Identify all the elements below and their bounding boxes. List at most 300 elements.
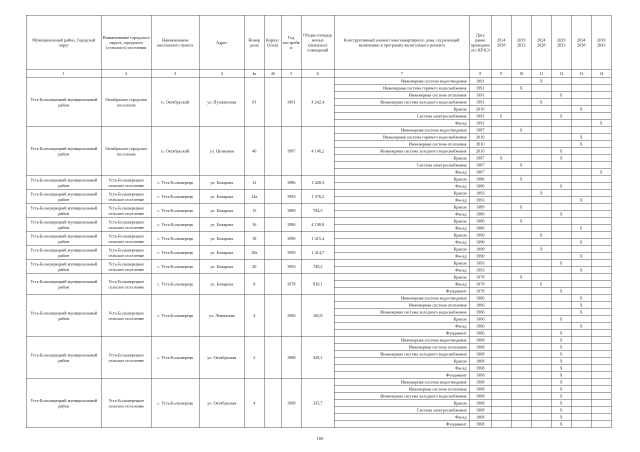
period-mark-cell <box>591 106 611 113</box>
element-cell: Крыша <box>334 400 469 407</box>
period-mark-cell <box>531 148 551 155</box>
address-cell: ул. Целинная <box>199 127 244 176</box>
element-cell: Инженерная система отопления <box>334 141 469 148</box>
element-cell: Фасад <box>334 267 469 274</box>
address-cell: ул. Пушкинская <box>199 78 244 127</box>
repair-date-cell: 1989 <box>469 204 491 211</box>
period-mark-cell <box>491 372 511 379</box>
period-mark-cell <box>511 113 531 120</box>
period-mark-cell <box>571 330 591 337</box>
period-mark-cell: X <box>511 162 531 169</box>
column-number: 4 <box>199 70 244 78</box>
period-mark-cell <box>531 330 551 337</box>
period-mark-cell <box>571 92 591 99</box>
repair-date-cell: 1968 <box>469 358 491 365</box>
period-mark-cell <box>591 183 611 190</box>
period-mark-cell <box>571 281 591 288</box>
period-mark-cell <box>571 120 591 127</box>
house-number-cell: 18а <box>244 246 264 260</box>
block-cell <box>264 176 281 190</box>
period-mark-cell <box>571 183 591 190</box>
period-mark-cell <box>531 414 551 421</box>
period-year-from: 2034 <box>577 37 586 43</box>
period-mark-cell <box>591 302 611 309</box>
period-mark-cell <box>571 407 591 414</box>
repair-date-cell: 1968 <box>469 365 491 372</box>
period-mark-cell <box>591 267 611 274</box>
period-mark-cell <box>531 176 551 183</box>
period-mark-cell <box>531 218 551 225</box>
period-mark-cell <box>531 239 551 246</box>
period-mark-cell <box>571 414 591 421</box>
period-year-from: 2019 <box>517 37 526 43</box>
period-mark-cell <box>591 99 611 106</box>
period-mark-cell <box>531 421 551 428</box>
house-number-cell: 12 <box>244 176 264 190</box>
element-cell: Крыша <box>334 176 469 183</box>
repair-date-cell: 1990 <box>469 232 491 239</box>
locality-cell: п. Октябрьский <box>151 78 199 127</box>
period-mark-cell <box>511 99 531 106</box>
house-number-cell: 01 <box>244 78 264 127</box>
period-mark-cell <box>591 204 611 211</box>
period-mark-cell <box>511 407 531 414</box>
period-mark-cell <box>571 372 591 379</box>
period-mark-cell <box>491 400 511 407</box>
element-cell: Система электроснабжения <box>334 113 469 120</box>
period-mark-cell <box>491 85 511 92</box>
period-mark-cell <box>571 358 591 365</box>
municipality-cell: Усть-Большерецкий муниципальный район <box>26 176 101 190</box>
repair-date-cell: 1968 <box>469 344 491 351</box>
period-mark-cell: X <box>551 337 571 344</box>
settlement-cell: Усть-Большерецкое сельское поселение <box>101 274 151 295</box>
period-mark-cell: X <box>571 239 591 246</box>
period-mark-cell <box>591 400 611 407</box>
period-mark-cell <box>511 386 531 393</box>
period-mark-cell <box>511 232 531 239</box>
repair-date-cell: 1968 <box>469 414 491 421</box>
period-mark-cell <box>491 309 511 316</box>
period-mark-cell <box>571 190 591 197</box>
element-cell: Фасад <box>334 253 469 260</box>
period-year-to: 2038 <box>577 42 586 48</box>
period-mark-cell <box>551 197 571 204</box>
column-header-4: Адрес <box>199 15 244 70</box>
address-cell: ул. Бочарова <box>199 260 244 274</box>
area-cell: 839,1 <box>301 274 334 295</box>
municipality-cell: Усть-Большерецкий муниципальный район <box>26 218 101 232</box>
period-year-from: 2029 <box>557 37 566 43</box>
repair-date-cell: 1968 <box>469 351 491 358</box>
period-mark-cell <box>511 253 531 260</box>
period-mark-cell <box>511 309 531 316</box>
settlement-cell: Усть-Большерецкое сельское поселение <box>101 246 151 260</box>
house-number-cell: 15 <box>244 204 264 218</box>
table-row <box>26 176 611 183</box>
area-cell: 784,5 <box>301 204 334 218</box>
period-mark-cell: X <box>571 309 591 316</box>
repair-date-cell: 1991 <box>469 92 491 99</box>
period-mark-cell <box>591 323 611 330</box>
block-cell <box>264 337 281 379</box>
period-mark-cell <box>591 113 611 120</box>
period-mark-cell <box>551 239 571 246</box>
column-number: 4б <box>264 70 281 78</box>
build-year-cell: 1986 <box>281 218 301 232</box>
area-cell: 4 242,4 <box>301 78 334 127</box>
area-cell: 4 198,8 <box>301 218 334 232</box>
column-number: 14 <box>591 70 611 78</box>
period-mark-cell <box>571 421 591 428</box>
period-mark-cell <box>591 176 611 183</box>
period-mark-cell: X <box>531 246 551 253</box>
repair-date-cell: 1991 <box>469 78 491 85</box>
period-mark-cell: X <box>551 260 571 267</box>
municipality-cell: Усть-Большерецкий муниципальный район <box>26 260 101 274</box>
period-mark-cell <box>511 148 531 155</box>
period-year-from: 2014 <box>497 37 506 43</box>
repair-date-cell: 1966 <box>469 302 491 309</box>
period-year-from: 2039 <box>597 37 606 43</box>
period-mark-cell <box>531 400 551 407</box>
period-mark-cell <box>491 218 511 225</box>
period-mark-cell <box>571 400 591 407</box>
element-cell: Фасад <box>334 197 469 204</box>
period-mark-cell <box>591 239 611 246</box>
period-mark-cell: X <box>591 120 611 127</box>
period-mark-cell <box>531 407 551 414</box>
period-mark-cell <box>591 253 611 260</box>
period-mark-cell <box>551 176 571 183</box>
block-cell <box>264 379 281 428</box>
locality-cell: п. Октябрьский <box>151 127 199 176</box>
period-mark-cell <box>491 281 511 288</box>
column-number: 7 <box>334 70 469 78</box>
element-cell: Инженерная система холодного водоснабжения <box>334 309 469 316</box>
repair-date-cell: 1993 <box>469 190 491 197</box>
repair-date-cell: 1978 <box>469 274 491 281</box>
period-mark-cell <box>591 351 611 358</box>
address-cell: ул. Октябрьская <box>199 379 244 428</box>
element-cell: Инженерная система водоотведения <box>334 78 469 85</box>
period-mark-cell <box>531 295 551 302</box>
period-mark-cell <box>551 232 571 239</box>
repair-date-cell: 1986 <box>469 183 491 190</box>
period-mark-cell <box>491 78 511 85</box>
period-mark-cell: X <box>551 379 571 386</box>
period-mark-cell <box>531 253 551 260</box>
period-mark-cell <box>551 225 571 232</box>
element-cell: Система электроснабжения <box>334 407 469 414</box>
repair-date-cell: 1990 <box>469 239 491 246</box>
period-year-from: 2024 <box>537 37 546 43</box>
period-mark-cell <box>531 309 551 316</box>
period-mark-cell: X <box>551 421 571 428</box>
element-cell: Фасад <box>334 365 469 372</box>
element-cell: Инженерная система водоотведения <box>334 295 469 302</box>
house-number-cell: 20 <box>244 260 264 274</box>
settlement-cell: Усть-Большерецкое сельское поселение <box>101 337 151 379</box>
build-year-cell: 1966 <box>281 295 301 337</box>
period-mark-cell <box>531 351 551 358</box>
period-mark-cell <box>571 169 591 176</box>
period-mark-cell <box>591 218 611 225</box>
period-mark-cell: X <box>551 414 571 421</box>
repair-date-cell: 1991 <box>469 120 491 127</box>
element-cell: Фасад <box>334 239 469 246</box>
element-cell: Инженерная система водоотведения <box>334 127 469 134</box>
period-mark-cell <box>591 190 611 197</box>
column-number: 3 <box>151 70 199 78</box>
block-cell <box>264 232 281 246</box>
repair-date-cell: 1986 <box>469 176 491 183</box>
period-mark-cell <box>571 365 591 372</box>
element-cell: Крыша <box>334 274 469 281</box>
period-mark-cell <box>511 323 531 330</box>
period-mark-cell <box>511 78 531 85</box>
period-mark-cell <box>511 281 531 288</box>
period-mark-cell <box>551 169 571 176</box>
period-mark-cell: X <box>571 323 591 330</box>
period-mark-cell <box>511 260 531 267</box>
column-number: 10 <box>511 70 531 78</box>
settlement-cell: Октябрьское городское поселение <box>101 127 151 176</box>
element-cell: Фасад <box>334 281 469 288</box>
repair-date-cell: 1968 <box>469 386 491 393</box>
settlement-cell: Усть-Большерецкое сельское поселение <box>101 190 151 204</box>
period-mark-cell <box>571 204 591 211</box>
period-mark-cell <box>511 351 531 358</box>
period-mark-cell: X <box>531 78 551 85</box>
period-mark-cell <box>511 337 531 344</box>
period-mark-cell <box>491 316 511 323</box>
repair-date-cell: 1991 <box>469 113 491 120</box>
period-mark-cell <box>491 169 511 176</box>
period-mark-cell <box>591 85 611 92</box>
period-mark-cell <box>511 141 531 148</box>
table-row <box>26 379 611 386</box>
area-cell: 165,9 <box>301 295 334 337</box>
element-cell: Крыша <box>334 316 469 323</box>
address-cell: ул. Бочарова <box>199 232 244 246</box>
municipality-cell: Усть-Большерецкий муниципальный район <box>26 295 101 337</box>
repair-date-cell: 1966 <box>469 316 491 323</box>
house-number-cell: 14а <box>244 190 264 204</box>
period-mark-cell <box>491 239 511 246</box>
address-cell: ул. Ленинская <box>199 295 244 337</box>
period-mark-cell <box>591 92 611 99</box>
period-mark-cell: X <box>551 211 571 218</box>
period-mark-cell: X <box>571 295 591 302</box>
locality-cell: с. Усть-Большерецк <box>151 274 199 295</box>
period-mark-cell: X <box>551 148 571 155</box>
period-mark-cell <box>491 260 511 267</box>
house-number-cell: 4 <box>244 379 264 428</box>
period-mark-cell <box>591 225 611 232</box>
period-mark-cell <box>511 358 531 365</box>
element-cell: Инженерная система водоотведения <box>334 337 469 344</box>
period-mark-cell <box>491 337 511 344</box>
element-cell: Крыша <box>334 246 469 253</box>
period-mark-cell <box>571 148 591 155</box>
repair-date-cell: 1990 <box>469 253 491 260</box>
element-cell: Крыша <box>334 218 469 225</box>
column-header-10: Дата ранее проведенного КР КЭ <box>469 15 491 70</box>
element-cell: Фундамент <box>334 421 469 428</box>
area-cell: 1 376,2 <box>301 190 334 204</box>
element-cell: Фасад <box>334 414 469 421</box>
repair-date-cell: 1968 <box>469 372 491 379</box>
period-mark-cell <box>491 365 511 372</box>
block-cell <box>264 218 281 232</box>
column-number: 8 <box>469 70 491 78</box>
repair-date-cell: 1987 <box>469 127 491 134</box>
settlement-cell: Усть-Большерецкое сельское поселение <box>101 260 151 274</box>
period-mark-cell <box>591 414 611 421</box>
period-mark-cell <box>491 176 511 183</box>
block-cell <box>264 260 281 274</box>
table-row <box>26 337 611 344</box>
period-mark-cell <box>491 323 511 330</box>
period-mark-cell: X <box>571 106 591 113</box>
locality-cell: с. Усть-Большерецк <box>151 295 199 337</box>
repair-date-cell: 1966 <box>469 330 491 337</box>
period-mark-cell <box>531 134 551 141</box>
repair-date-cell: 1991 <box>469 99 491 106</box>
period-mark-cell <box>571 288 591 295</box>
period-mark-cell <box>531 183 551 190</box>
repair-date-cell: 1987 <box>469 169 491 176</box>
table-row <box>26 295 611 302</box>
period-mark-cell <box>571 176 591 183</box>
period-mark-cell <box>531 127 551 134</box>
period-mark-cell: X <box>551 365 571 372</box>
period-mark-cell <box>511 379 531 386</box>
period-mark-cell <box>491 421 511 428</box>
period-mark-cell: X <box>511 274 531 281</box>
period-mark-cell: X <box>551 92 571 99</box>
repair-date-cell: 1968 <box>469 407 491 414</box>
period-mark-cell <box>491 127 511 134</box>
repair-date-cell: 1978 <box>469 281 491 288</box>
period-header-1 <box>491 15 511 70</box>
period-mark-cell <box>571 232 591 239</box>
period-mark-cell <box>491 274 511 281</box>
period-mark-cell <box>591 281 611 288</box>
period-mark-cell <box>531 386 551 393</box>
period-mark-cell <box>531 288 551 295</box>
period-mark-cell: X <box>551 358 571 365</box>
municipality-cell: Усть-Большерецкий муниципальный район <box>26 232 101 246</box>
period-mark-cell <box>591 232 611 239</box>
element-cell: Система электроснабжения <box>334 162 469 169</box>
period-mark-cell <box>551 246 571 253</box>
address-cell: ул. Бочарова <box>199 274 244 295</box>
period-mark-cell <box>511 421 531 428</box>
address-cell: ул. Бочарова <box>199 218 244 232</box>
period-mark-cell <box>571 99 591 106</box>
period-mark-cell: X <box>531 281 551 288</box>
table-body <box>26 78 611 428</box>
element-cell: Фасад <box>334 120 469 127</box>
repair-date-cell: 1993 <box>469 197 491 204</box>
period-mark-cell <box>491 393 511 400</box>
period-mark-cell: X <box>571 302 591 309</box>
repair-date-cell: 1991 <box>469 85 491 92</box>
municipality-cell: Усть-Большерецкий муниципальный район <box>26 127 101 176</box>
build-year-cell: 1991 <box>281 78 301 127</box>
period-mark-cell <box>531 365 551 372</box>
block-cell <box>264 246 281 260</box>
period-mark-cell <box>591 162 611 169</box>
repair-date-cell: 1966 <box>469 309 491 316</box>
period-mark-cell <box>491 99 511 106</box>
period-mark-cell <box>591 295 611 302</box>
settlement-cell: Усть-Большерецкое сельское поселение <box>101 176 151 190</box>
period-mark-cell <box>591 372 611 379</box>
period-mark-cell <box>591 316 611 323</box>
element-cell: Инженерная система отопления <box>334 92 469 99</box>
repair-date-cell: 1993 <box>469 267 491 274</box>
repair-date-cell: 1968 <box>469 337 491 344</box>
period-mark-cell <box>531 106 551 113</box>
period-mark-cell <box>571 344 591 351</box>
period-mark-cell <box>591 379 611 386</box>
block-cell <box>264 190 281 204</box>
area-cell: 749,2 <box>301 260 334 274</box>
period-mark-cell <box>591 337 611 344</box>
period-mark-cell <box>511 400 531 407</box>
period-mark-cell: X <box>591 169 611 176</box>
block-cell <box>264 127 281 176</box>
period-mark-cell <box>571 379 591 386</box>
period-header-2 <box>511 15 531 70</box>
period-mark-cell <box>531 372 551 379</box>
period-mark-cell <box>551 141 571 148</box>
repair-date-cell: 1987 <box>469 155 491 162</box>
column-header-1: Муниципальный район, Городской округ <box>26 15 101 70</box>
settlement-cell: Октябрьское городское поселение <box>101 78 151 127</box>
period-mark-cell <box>591 197 611 204</box>
period-mark-cell: X <box>551 316 571 323</box>
period-mark-cell <box>491 183 511 190</box>
period-year-to: 2033 <box>557 42 566 48</box>
repair-date-cell: 1993 <box>469 260 491 267</box>
column-number: 13 <box>571 70 591 78</box>
column-number: 4а <box>244 70 264 78</box>
period-mark-cell <box>511 106 531 113</box>
repair-date-cell: 2010 <box>469 134 491 141</box>
column-number: 12 <box>551 70 571 78</box>
house-number-cell: 16 <box>244 218 264 232</box>
element-cell: Крыша <box>334 106 469 113</box>
period-mark-cell <box>531 85 551 92</box>
build-year-cell: 1968 <box>281 379 301 428</box>
period-mark-cell <box>551 78 571 85</box>
period-mark-cell <box>491 267 511 274</box>
locality-cell: с. Усть-Большерецк <box>151 246 199 260</box>
element-cell: Фундамент <box>334 288 469 295</box>
period-mark-cell <box>531 211 551 218</box>
period-year-to: 2028 <box>537 42 546 48</box>
element-cell: Инженерная система холодного водоснабжения <box>334 351 469 358</box>
element-cell: Крыша <box>334 260 469 267</box>
period-mark-cell <box>591 421 611 428</box>
period-mark-cell <box>531 260 551 267</box>
element-cell: Фасад <box>334 169 469 176</box>
period-mark-cell <box>491 344 511 351</box>
